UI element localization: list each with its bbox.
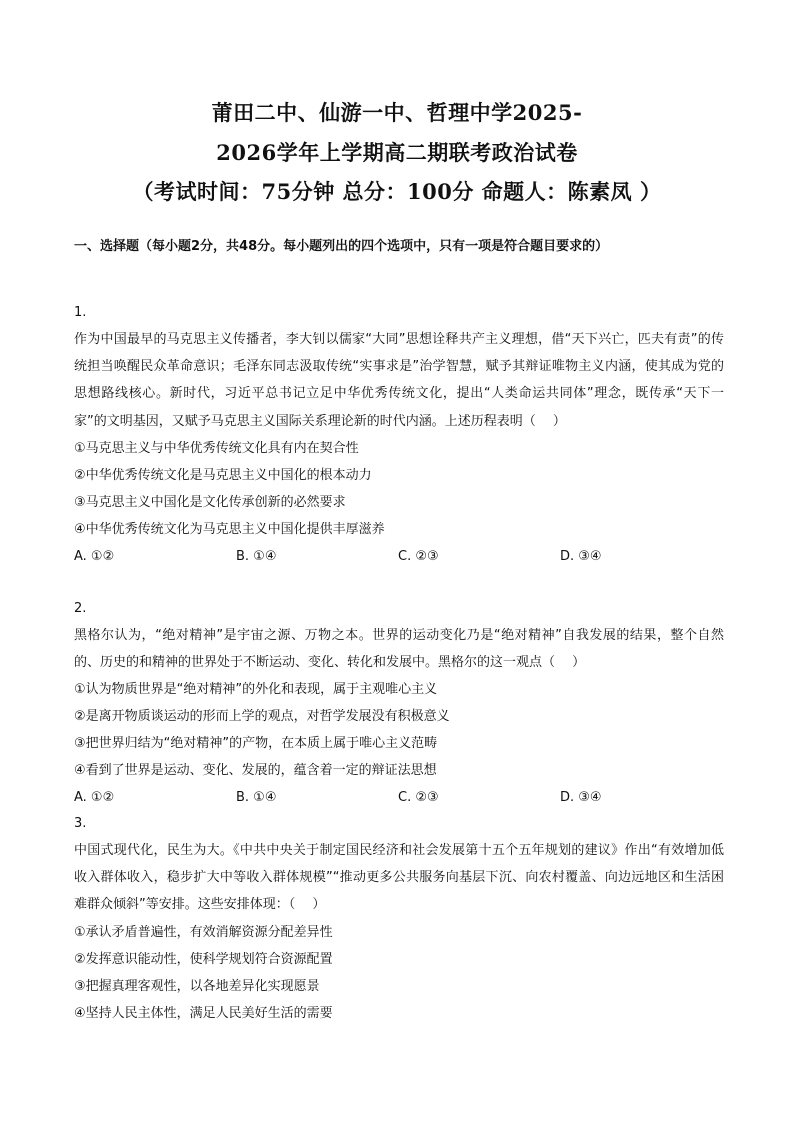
- question-stem: 作为中国最早的马克思主义传播者，李大钊以儒家“大同”思想诠释共产主义理想，借“天下兴亡，匹夫有责”的传统担当唤醒民众革命意识；毛泽东同志汲取传统“实事求是”治学智慧，赋予其辩证唯物主义内涵，使其成为党的思想路线核心。新时代，习近平总书记立足中华优秀传统文化，提出“人类命运共同体”理念，既传承“天下一家”的文明基因，又赋予马克思主义国际关系理论新的时代内涵。上述历程表明（ ）: [74, 332, 724, 429]
- statement-3: ③把握真理客观性，以各地差异化实现愿景: [74, 978, 320, 994]
- exam-info-line: （考试时间：75分钟 总分：100分 命题人：陈素凤 ）: [132, 179, 662, 204]
- question-stem: 中国式现代化，民生为大。《中共中央关于制定国民经济和社会发展第十五个五年规划的建议》作出“有效增加低收入群体收入，稳步扩大中等收入群体规模”“推动更多公共服务向基层下沉、向农村覆盖、向边远地区和生活困难群众倾斜”等安排。这些安排体现：（ ）: [74, 843, 724, 913]
- question-number: 3.: [74, 816, 87, 831]
- question-2: [74, 595, 724, 811]
- statement-3: ③马克思主义中国化是文化传承创新的必然要求: [74, 494, 346, 510]
- statement-4: ④中华优秀传统文化为马克思主义中国化提供丰厚滋养: [74, 521, 385, 537]
- section-heading: 一、选择题（每小题2分，共48分。每小题列出的四个选项中，只有一项是符合题目要求的）: [74, 239, 609, 254]
- answer-choices: [74, 784, 724, 811]
- choice-d: D. ③④: [560, 548, 602, 564]
- statement-2: ②中华优秀传统文化是马克思主义中国化的根本动力: [74, 467, 372, 483]
- statement-1: ①认为物质世界是“绝对精神”的外化和表现，属于主观唯心主义: [74, 682, 438, 698]
- statement-2: ②是离开物质谈运动的形而上学的观点，对哲学发展没有积极意义: [74, 709, 450, 725]
- exam-title-line-2: 2026学年上学期高二期联考政治试卷: [216, 140, 578, 165]
- statement-4: ④看到了世界是运动、变化、发展的，蕴含着一定的辩证法思想: [74, 763, 437, 779]
- choice-d: D. ③④: [560, 790, 602, 806]
- statement-4: ④坚持人民主体性，满足人民美好生活的需要: [74, 1005, 333, 1021]
- choice-c: C. ②③: [398, 548, 439, 564]
- question-number: 1.: [74, 305, 87, 320]
- choice-b: B. ①④: [236, 790, 277, 806]
- choice-b: B. ①④: [236, 548, 277, 564]
- question-stem: 黑格尔认为，“绝对精神”是宇宙之源、万物之本。世界的运动变化乃是“绝对精神”自我发展的结果，整个自然的、历史的和精神的世界处于不断运动、变化、转化和发展中。黑格尔的这一观点（ ）: [74, 628, 724, 671]
- question-number: 2.: [74, 601, 87, 616]
- choice-c: C. ②③: [398, 790, 439, 806]
- choice-a: A. ①②: [74, 548, 115, 564]
- choice-a: A. ①②: [74, 790, 115, 806]
- statement-2: ②发挥意识能动性，使科学规划符合资源配置: [74, 951, 333, 967]
- exam-title-line-1: 莆田二中、仙游一中、哲理中学2025-: [211, 100, 583, 125]
- question-1: [74, 299, 724, 570]
- answer-choices: [74, 543, 724, 570]
- statement-3: ③把世界归结为“绝对精神”的产物，在本质上属于唯心主义范畴: [74, 736, 438, 752]
- question-3: [74, 810, 724, 1027]
- statement-1: ①马克思主义与中华优秀传统文化具有内在契合性: [74, 440, 359, 456]
- statement-1: ①承认矛盾普遍性，有效消解资源分配差异性: [74, 924, 333, 940]
